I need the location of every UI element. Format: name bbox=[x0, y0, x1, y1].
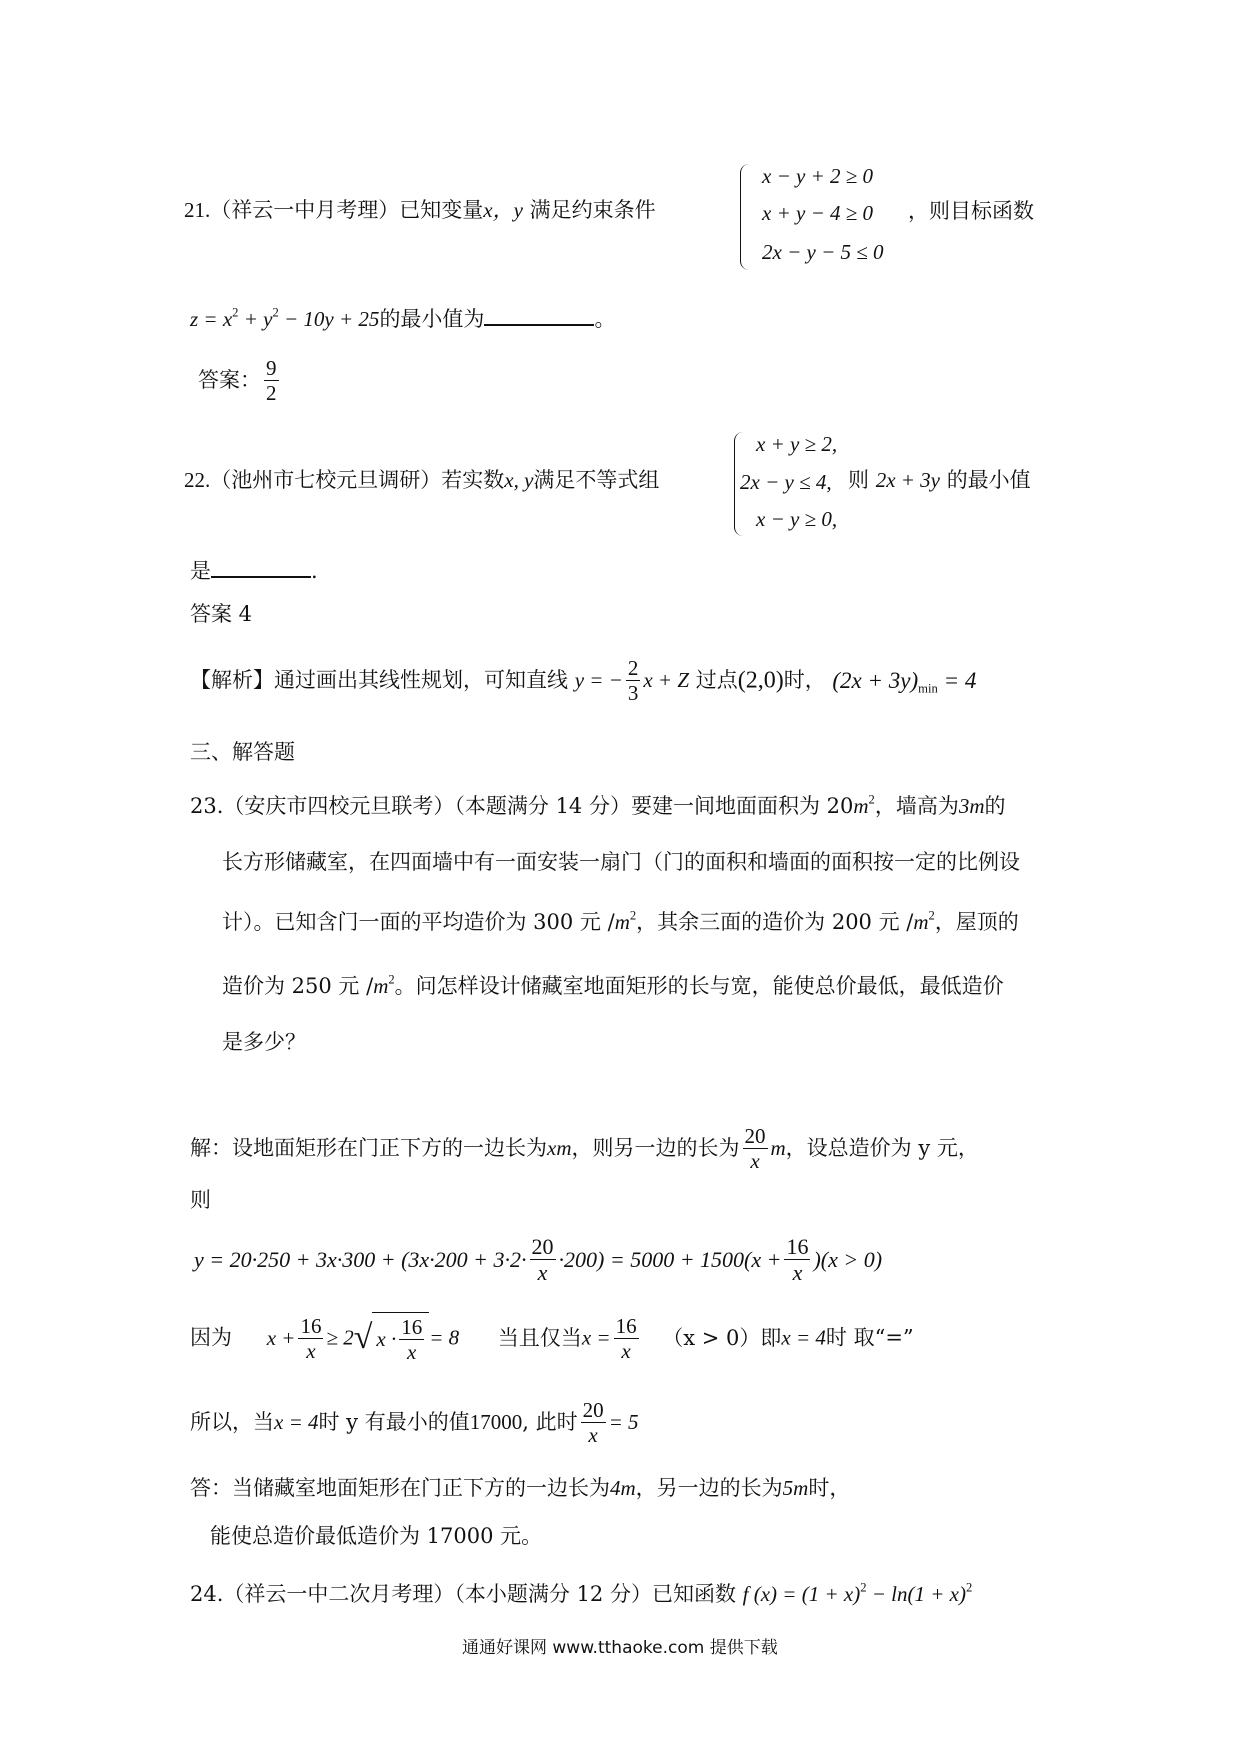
sqrt-sign: √ bbox=[353, 1319, 373, 1357]
section-header: 三、解答题 bbox=[190, 740, 295, 764]
page-footer: 通通好课网 www.tthaoke.com 提供下载 bbox=[462, 1638, 778, 1658]
q21-answer-label: 答案： bbox=[198, 368, 261, 393]
q21-brace bbox=[740, 164, 749, 270]
q24-line: 24.（祥云一中二次月考理）（本小题满分 12 分）已知函数 f $(x) = (1 + x)^2 - \ln(1 + x)^2$ bbox=[190, 1580, 973, 1606]
q23-line5: 是多少？ bbox=[222, 1030, 306, 1054]
q23-solution-intro: 解：设地面矩形在门正下方的一边长为xm，则另一边的长为 $\frac{20}{x}$ m，设总造价为 y 元， bbox=[190, 1124, 979, 1174]
q21-objective: $z = x^2 + y^2 - 10y + 25$ bbox=[190, 305, 380, 331]
q23-line1: 23.（安庆市四校元旦联考）（本题满分 14 分）要建一间地面面积为 $20m^2$，墙高为3m的 bbox=[190, 792, 1006, 818]
q21-number: 21. bbox=[184, 198, 211, 222]
q21-line1 bbox=[184, 200, 656, 221]
q21-after: ，则目标函数 bbox=[908, 199, 1034, 223]
q23-eq-frac-2: $\frac{16}{x}$ bbox=[786, 1234, 809, 1286]
q22-analysis-label: 【解析】 bbox=[190, 668, 274, 693]
q23-equation: y = 20·250 + 3x·300 + (3x·200 + 3·2· $\frac{20}{x}$ ·200) = 5000 + 1500(x + $\frac{16}{x}$ )(x > 0) bbox=[194, 1234, 883, 1286]
q22-source: （池州市七校元旦调研）若实数 bbox=[210, 468, 505, 492]
q22-answer: 答案 4 bbox=[190, 602, 253, 626]
q22-result: $(2x + 3y)_{min} = 4$ bbox=[832, 668, 977, 696]
q21-source: （祥云一中月考理）已知变量 bbox=[210, 198, 484, 222]
q23-ineq-frac: $\frac{16}{x}$ bbox=[300, 1313, 322, 1363]
q23-sqrt-frac: $\frac{16}{x}$ bbox=[401, 1315, 423, 1365]
q22-constraint-1: x + y ≥ 2, bbox=[756, 432, 838, 456]
q21-vars: x，y bbox=[483, 198, 523, 222]
q22-analysis: 【解析】通过画出其线性规划，可知直线 y = − $\frac{2}{3}$ x + Z 过点(2,0)时， $(2x + 3y)_{min} = 4$ bbox=[190, 656, 977, 706]
q23-iff-frac: $\frac{16}{x}$ bbox=[615, 1313, 637, 1363]
q21-constraint-2: x + y − 4 ≥ 0 bbox=[762, 201, 874, 225]
q23-line4: 造价为 250 元 $/m^2$。问怎样设计储藏室地面矩形的长与宽，能使总价最低，最低造价 bbox=[222, 972, 1004, 998]
q22-line-frac: $\frac{2}{3}$ bbox=[627, 656, 639, 706]
q22-blank bbox=[211, 558, 311, 578]
q23-eq-frac-1: $\frac{20}{x}$ bbox=[531, 1234, 554, 1286]
q22-after: 则 2x + 3y 的最小值 bbox=[848, 468, 1031, 492]
q23-line2: 长方形储藏室，在四面墙中有一面安装一扇门（门的面积和墙面的面积按一定的比例设 bbox=[222, 850, 1020, 874]
q22-constraint-2: 2x − y ≤ 4, bbox=[740, 470, 832, 494]
q21-tail: 的最小值为 bbox=[379, 307, 485, 331]
q22-vars: x, y bbox=[504, 468, 534, 492]
q24-function: f $(x) = (1 + x)^2 - \ln(1 + x)^2$ bbox=[742, 1580, 973, 1606]
q23-line3: 计）。已知含门一面的平均造价为 300 元 $/m^2$，其余三面的造价为 200 元 $/m^2$，屋顶的 bbox=[222, 908, 1019, 934]
q21-blank bbox=[484, 306, 594, 326]
q23-answer-line2: 能使总造价最低造价为 17000 元。 bbox=[210, 1524, 543, 1548]
q22-number: 22. bbox=[184, 468, 211, 492]
q23-inequality: 因为 x + $\frac{16}{x}$ ≥ 2√ x · $\frac{16}{x}$ = 8 当且仅当x = $\frac{16}{x}$ （x > 0）即x = 4时 取“=” bbox=[190, 1313, 914, 1365]
q22-constraint-3: x − y ≥ 0, bbox=[756, 507, 838, 531]
q21-constraint-3: 2x − y − 5 ≤ 0 bbox=[762, 240, 884, 264]
q22-mid: 满足不等式组 bbox=[533, 468, 660, 492]
q21-line2: $z = x^2 + y^2 - 10y + 25$的最小值为 。 bbox=[190, 305, 616, 331]
q21-mid: 满足约束条件 bbox=[529, 198, 656, 222]
q23-so-frac: $\frac{20}{x}$ bbox=[582, 1398, 604, 1448]
q21-answer-frac: $\frac{9}{2}$ bbox=[266, 356, 277, 406]
q22-line2: 是 . bbox=[190, 559, 318, 583]
q23-then: 则 bbox=[190, 1188, 211, 1212]
q21-constraint-1: x − y + 2 ≥ 0 bbox=[762, 164, 874, 188]
q23-conclusion: 所以，当x = 4时 y 有最小的值17000, 此时 $\frac{20}{x}$ = 5 bbox=[190, 1398, 639, 1448]
q23-answer-line1: 答：当储藏室地面矩形在门正下方的一边长为4m，另一边的长为5m时， bbox=[190, 1476, 851, 1500]
q22-line1 bbox=[184, 470, 659, 491]
q23-sol-frac: $\frac{20}{x}$ bbox=[744, 1124, 766, 1174]
q21-answer bbox=[198, 356, 282, 405]
